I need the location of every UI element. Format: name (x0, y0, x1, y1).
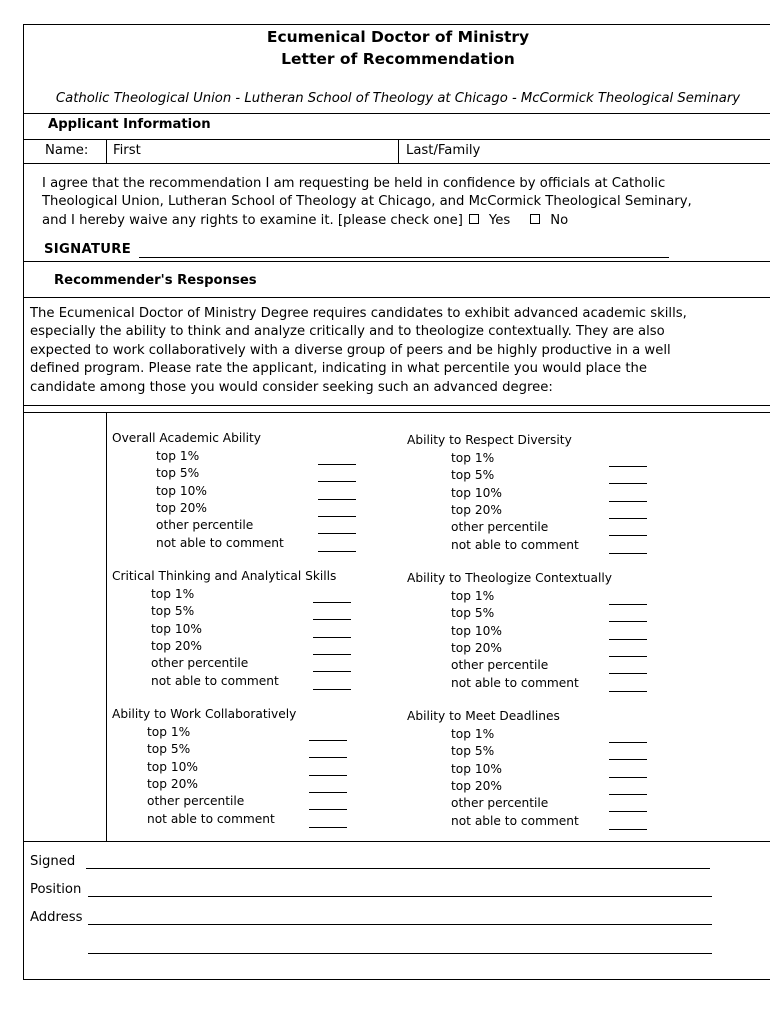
rating-option-label: top 10% (451, 485, 502, 500)
rating-option-label: top 1% (451, 727, 495, 741)
rating-blank[interactable] (609, 811, 647, 812)
divider (106, 412, 107, 841)
rating-option-label: top 1% (151, 587, 195, 601)
position-label: Position (30, 882, 82, 897)
rating-option-label: top 1% (156, 449, 200, 463)
address-line[interactable] (88, 924, 712, 925)
rating-blank[interactable] (609, 794, 647, 795)
rating-option-label: not able to comment (147, 811, 275, 826)
waiver-line-with-choice (42, 212, 732, 230)
rating-option-label: other percentile (156, 518, 254, 533)
rating-option-label: top 20% (451, 640, 502, 655)
rating-option-label: not able to comment (451, 813, 579, 828)
rating-title: Ability to Theologize Contextually (407, 571, 612, 585)
waiver-line: Theological Union, Lutheran School of Theology at Chicago, and McCormick Theological Seminary, (42, 194, 692, 210)
divider (106, 139, 107, 163)
rating-option-label: top 10% (147, 759, 198, 774)
first-name-field[interactable]: First (113, 143, 141, 158)
rating-blank[interactable] (309, 775, 347, 776)
rating-option-label: other percentile (451, 520, 549, 535)
yes-checkbox[interactable] (469, 214, 479, 224)
rating-blank[interactable] (309, 827, 347, 828)
address-label: Address (30, 910, 83, 925)
rating-option-label: top 20% (151, 638, 202, 653)
rating-blank[interactable] (318, 464, 356, 465)
rating-option-label: other percentile (147, 794, 245, 809)
signed-label: Signed (30, 854, 76, 869)
rating-option-label: not able to comment (451, 675, 579, 690)
rating-option-label: other percentile (151, 656, 249, 671)
rating-blank[interactable] (609, 691, 647, 692)
rating-option-label: top 20% (147, 776, 198, 791)
rating-blank[interactable] (609, 553, 647, 554)
rating-option-label: top 10% (151, 621, 202, 636)
applicant-section-title: Applicant Information (48, 117, 211, 132)
divider (398, 139, 399, 163)
rating-blank[interactable] (313, 637, 351, 638)
rating-blank[interactable] (609, 673, 647, 674)
rating-blank[interactable] (609, 518, 647, 519)
rating-blank[interactable] (309, 740, 347, 741)
last-name-field[interactable]: Last/Family (406, 143, 481, 158)
divider (24, 163, 770, 164)
rating-option-label: top 20% (451, 778, 502, 793)
waiver-line: and I hereby waive any rights to examine it. [please check one] (42, 212, 463, 228)
divider (24, 139, 770, 140)
rating-option-label: other percentile (451, 658, 549, 673)
rating-option-label: top 20% (451, 502, 502, 517)
rating-option-label: top 20% (156, 500, 207, 515)
rating-blank[interactable] (318, 551, 356, 552)
name-label: Name: (45, 143, 89, 158)
rating-blank[interactable] (313, 671, 351, 672)
rating-blank[interactable] (609, 829, 647, 830)
rating-option-label: other percentile (451, 796, 549, 811)
signature-line[interactable] (139, 257, 669, 258)
rating-blank[interactable] (313, 619, 351, 620)
divider (24, 412, 770, 413)
rating-blank[interactable] (609, 501, 647, 502)
position-line[interactable] (88, 896, 712, 897)
rating-option-label: top 1% (451, 451, 495, 465)
rating-title: Ability to Respect Diversity (407, 433, 572, 447)
no-checkbox[interactable] (530, 214, 540, 224)
rating-blank[interactable] (313, 689, 351, 690)
rating-option-label: not able to comment (156, 535, 284, 550)
rating-title: Critical Thinking and Analytical Skills (112, 569, 337, 583)
rating-blank[interactable] (609, 777, 647, 778)
rating-blank[interactable] (318, 516, 356, 517)
intro-paragraph (30, 305, 720, 397)
divider (24, 405, 770, 406)
yes-label: Yes (488, 212, 511, 228)
rating-blank[interactable] (609, 759, 647, 760)
divider (24, 113, 770, 114)
rating-title: Ability to Meet Deadlines (407, 709, 560, 723)
divider (24, 261, 770, 262)
rating-option-label: not able to comment (151, 673, 279, 688)
intro-line: defined program. Please rate the applicant, indicating in what percentile you would place the (30, 361, 647, 377)
rating-option-label: top 5% (147, 742, 191, 757)
institutions-line: Catholic Theological Union - Lutheran School of Theology at Chicago - McCormick Theological Seminary (55, 91, 741, 106)
intro-line: expected to work collaboratively with a diverse group of peers and be highly productive in a well (30, 342, 671, 358)
rating-blank[interactable] (318, 481, 356, 482)
rating-title: Overall Academic Ability (112, 431, 262, 445)
rating-blank[interactable] (313, 602, 351, 603)
rating-option-label: top 5% (151, 604, 195, 619)
rating-blank[interactable] (609, 466, 647, 467)
intro-line: especially the ability to think and analyze critically and to theologize contextually. They are also (30, 324, 665, 340)
rating-blank[interactable] (313, 654, 351, 655)
rating-title: Ability to Work Collaboratively (112, 707, 297, 721)
rating-blank[interactable] (609, 483, 647, 484)
rating-option-label: top 10% (451, 623, 502, 638)
recommender-section-title: Recommender's Responses (54, 273, 257, 288)
rating-blank[interactable] (609, 535, 647, 536)
rating-option-label: top 1% (451, 589, 495, 603)
rating-blank[interactable] (318, 533, 356, 534)
waiver-paragraph (42, 175, 732, 230)
form-title-line2: Letter of Recommendation (281, 50, 515, 68)
rating-blank[interactable] (309, 757, 347, 758)
divider (24, 841, 770, 842)
signed-line[interactable] (86, 868, 710, 869)
rating-option-label: top 5% (451, 744, 495, 759)
rating-blank[interactable] (609, 742, 647, 743)
rating-blank[interactable] (318, 499, 356, 500)
intro-line: The Ecumenical Doctor of Ministry Degree requires candidates to exhibit advanced academic skills, (30, 306, 687, 321)
rating-blank[interactable] (609, 639, 647, 640)
rating-option-label: top 1% (147, 725, 191, 739)
signature-label: SIGNATURE (44, 242, 132, 257)
rating-blank[interactable] (609, 621, 647, 622)
form-title-line1: Ecumenical Doctor of Ministry (266, 28, 530, 46)
rating-option-label: top 5% (451, 606, 495, 621)
rating-option-label: top 10% (156, 483, 207, 498)
no-label: No (550, 212, 569, 228)
rating-blank[interactable] (309, 809, 347, 810)
rating-blank[interactable] (609, 604, 647, 605)
rating-option-label: top 5% (156, 466, 200, 481)
intro-line: candidate among those you would consider seeking such an advanced degree: (30, 379, 553, 395)
waiver-line: I agree that the recommendation I am requesting be held in confidence by officials at Catholic (42, 176, 666, 191)
rating-blank[interactable] (609, 656, 647, 657)
recommendation-form (23, 24, 770, 980)
divider (24, 297, 770, 298)
rating-option-label: not able to comment (451, 537, 579, 552)
rating-option-label: top 10% (451, 761, 502, 776)
rating-blank[interactable] (309, 792, 347, 793)
address-line-2[interactable] (88, 953, 712, 954)
rating-option-label: top 5% (451, 468, 495, 483)
